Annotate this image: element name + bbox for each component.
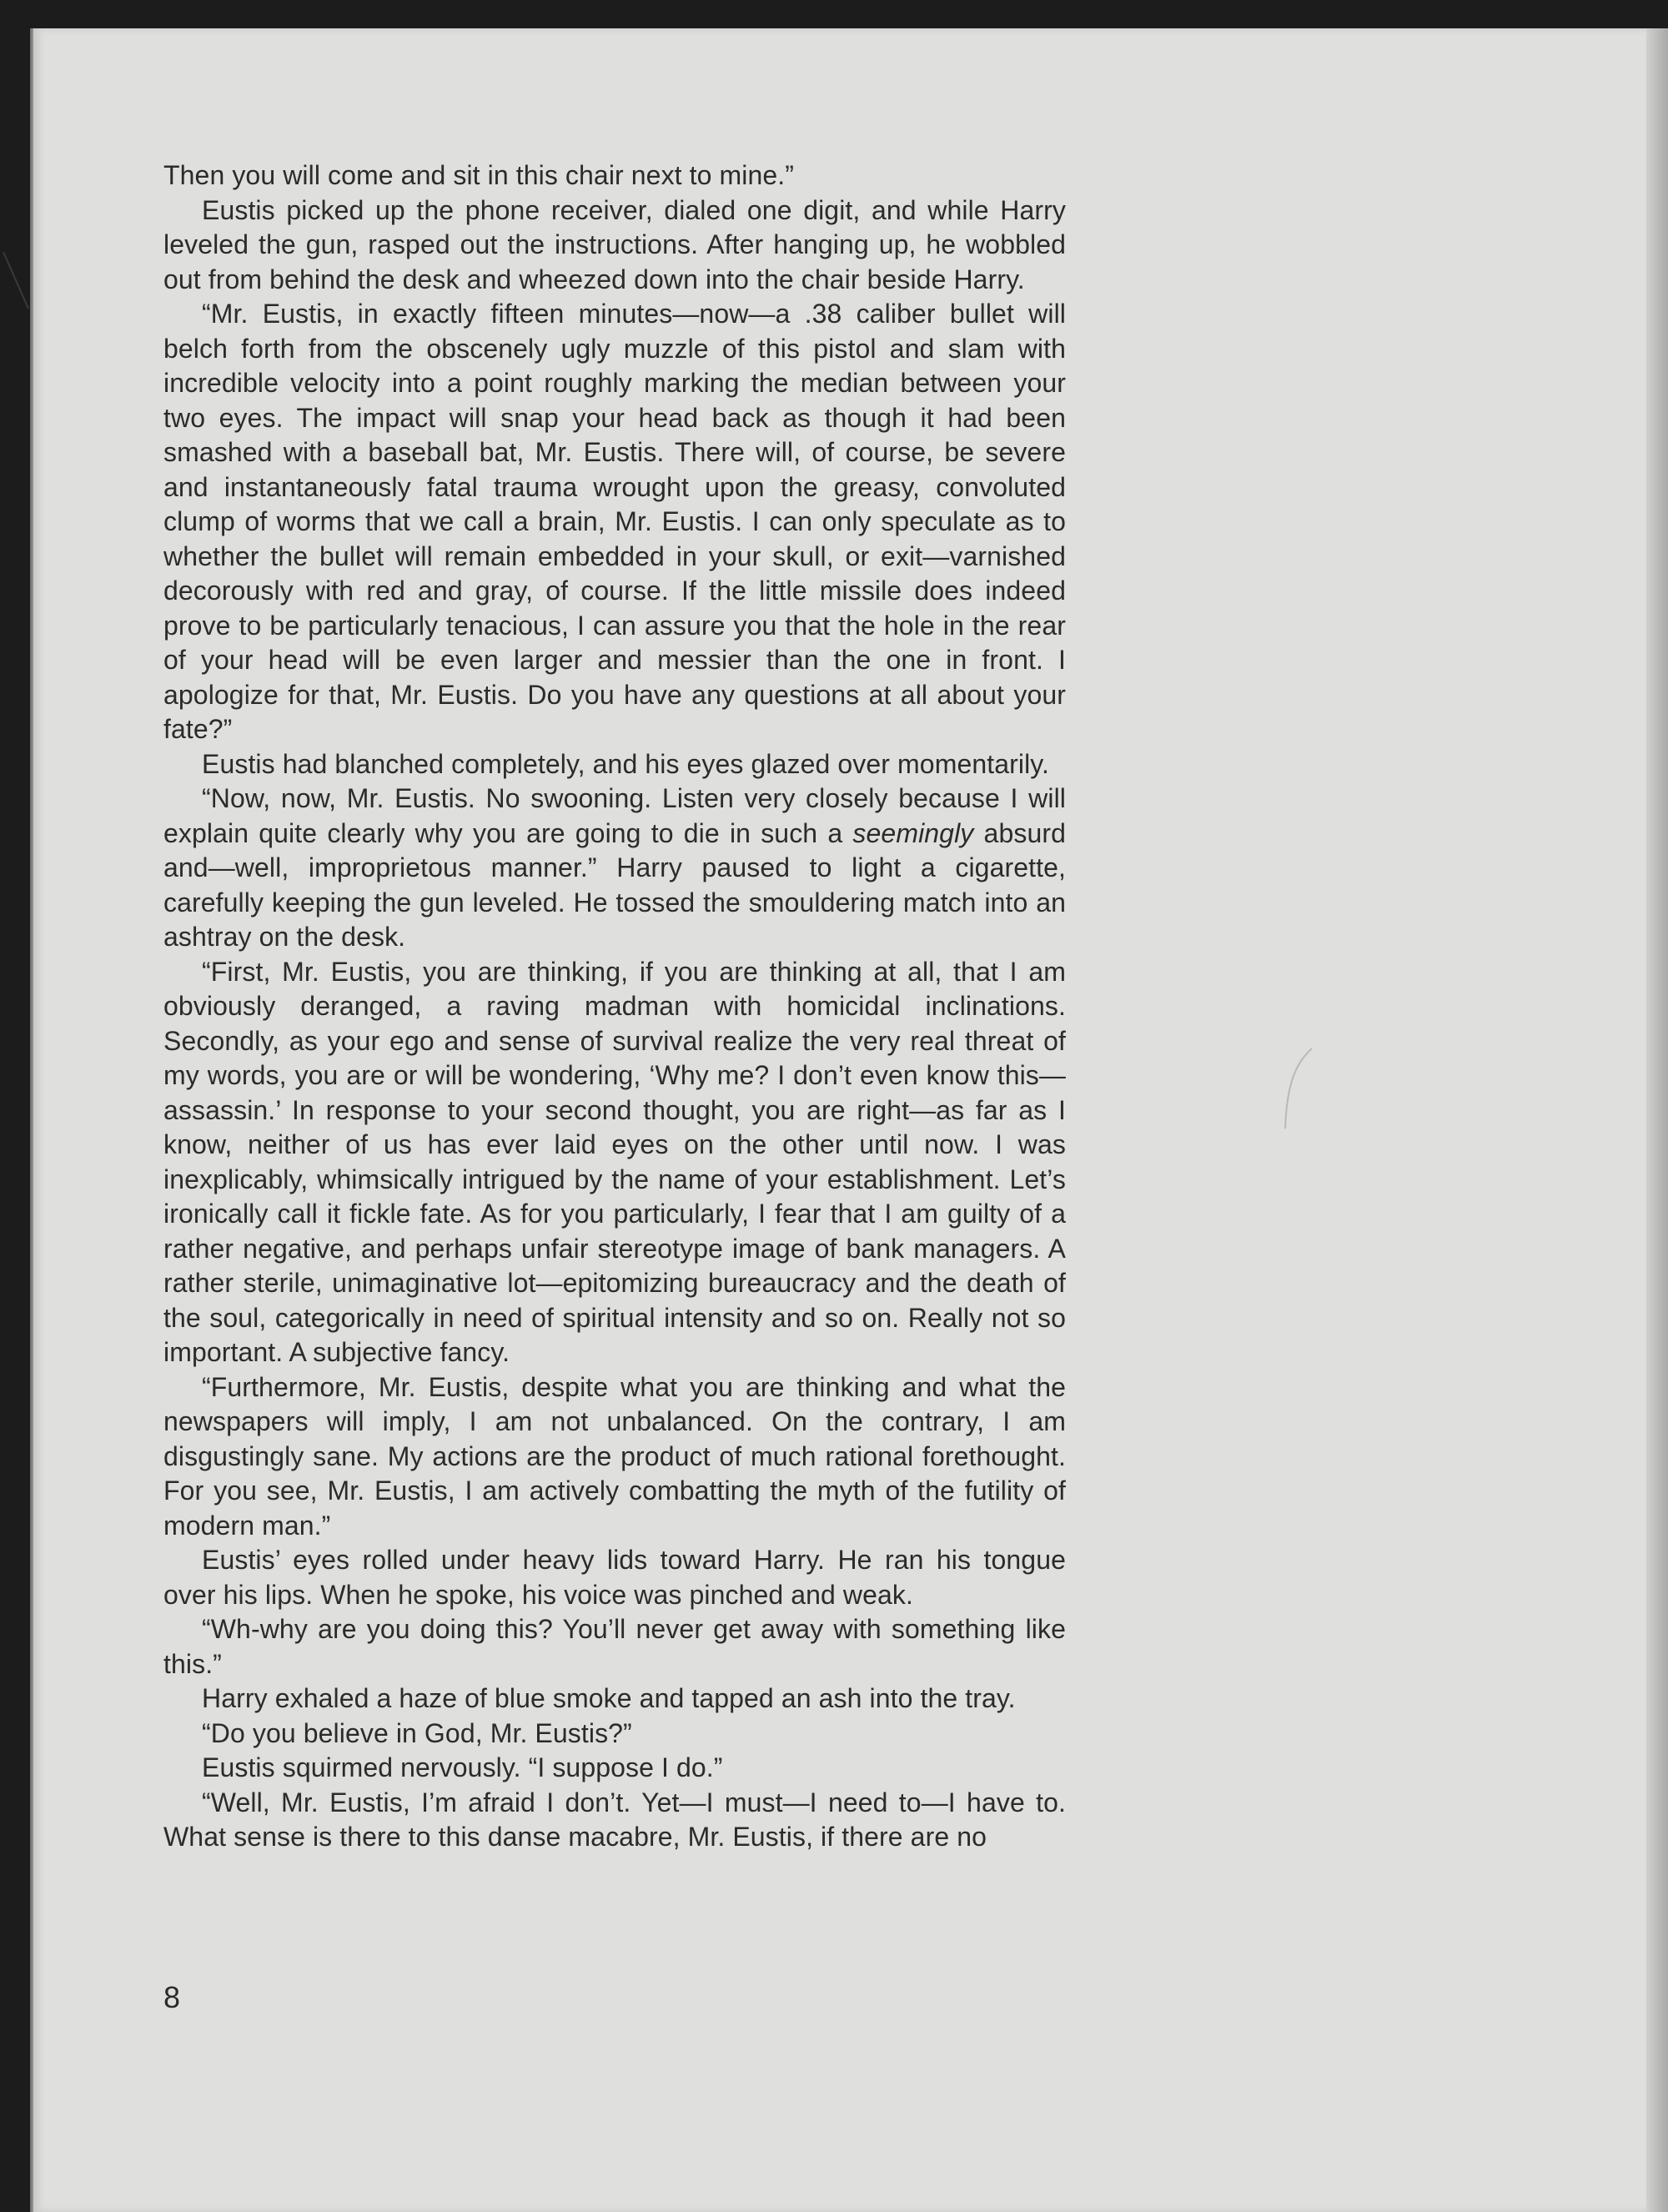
body-text [163,158,1066,1855]
paragraph-5 [163,782,1066,955]
paragraph-5-emphasis: seemingly [852,817,974,848]
paragraph-8: Eustis’ eyes rolled under heavy lids toward Harry. He ran his tongue over his lips. When he spoke, his voice was pinched and weak. [163,1545,1066,1610]
page-number: 8 [163,1980,181,2014]
paragraph-2: Eustis picked up the phone receiver, dialed one digit, and while Harry leveled the gun, rasped out the instructions. After hanging up, he wobbled out from behind the desk and wheezed down into the chair beside Harry. [163,194,1066,294]
paragraph-5-after: absurd and—well, improprietous manner.” Harry paused to light a cigarette, carefully keeping the gun leveled. He tossed the smouldering match into an ashtray on the desk. [163,817,1066,952]
paper-scratch-mark [1280,1047,1314,1130]
paragraph-12: Eustis squirmed nervously. “I suppose I do.” [202,1752,723,1782]
margin-edge-mark [0,250,33,334]
paragraph-13: “Well, Mr. Eustis, I’m afraid I don’t. Yet—I must—I need to—I have to. What sense is there to this danse macabre, Mr. Eustis, if there are no [163,1787,1066,1852]
paragraph-6: “First, Mr. Eustis, you are thinking, if you are thinking at all, that I am obviously deranged, a raving madman with homicidal inclinations. Secondly, as your ego and sense of survival realize the very real threat of my words, you are or will be wondering, ‘Why me? I don’t even know this—assassin.’ In response to your second thought, you are right—as far as I know, neither of us has ever laid eyes on the other until now. I was inexplicably, whimsically intrigued by the name of your establishment. Let’s ironically call it fickle fate. As for you particularly, I fear that I am guilty of a rather negative, and perhaps unfair stereotype image of bank managers. A rather sterile, unimaginative lot—epitomizing bureaucracy and the death of the soul, categorically in need of spiritual intensity and so on. Really not so important. A subjective fancy. [163,956,1066,1367]
paragraph-11: “Do you believe in God, Mr. Eustis?” [202,1717,632,1748]
paragraph-5-before: “Now, now, Mr. Eustis. No swooning. Listen very closely because I will explain quite clearly why you are going to die in such a [163,783,1066,848]
paragraph-10: Harry exhaled a haze of blue smoke and tapped an ash into the tray. [202,1683,1016,1713]
paragraph-7: “Furthermore, Mr. Eustis, despite what you are thinking and what the newspapers will imply, I am not unbalanced. On the contrary, I am disgustingly sane. My actions are the product of much rational forethought. For you see, Mr. Eustis, I am actively combatting the myth of the futility of modern man.” [163,1371,1066,1541]
paragraph-3: “Mr. Eustis, in exactly fifteen minutes—now—a .38 caliber bullet will belch forth from the obscenely ugly muzzle of this pistol and slam with incredible velocity into a point roughly marking the median between your two eyes. The impact will snap your head back as though it had been smashed with a baseball bat, Mr. Eustis. There will, of course, be severe and instantaneously fatal trauma wrought upon the greasy, convoluted clump of worms that we call a brain, Mr. Eustis. I can only speculate as to whether the bullet will remain embedded in your skull, or exit—varnished decorously with red and gray, of course. If the little missile does indeed prove to be particularly tenacious, I can assure you that the hole in the rear of your head will be even larger and messier than the one in front. I apologize for that, Mr. Eustis. Do you have any questions at all about your fate?” [163,299,1066,744]
paragraph-1: Then you will come and sit in this chair next to mine.” [163,160,795,190]
page-right-gutter [1646,28,1668,2212]
paragraph-9: “Wh-why are you doing this? You’ll never get away with something like this.” [163,1614,1066,1679]
paragraph-4: Eustis had blanched completely, and his eyes glazed over momentarily. [202,748,1050,779]
